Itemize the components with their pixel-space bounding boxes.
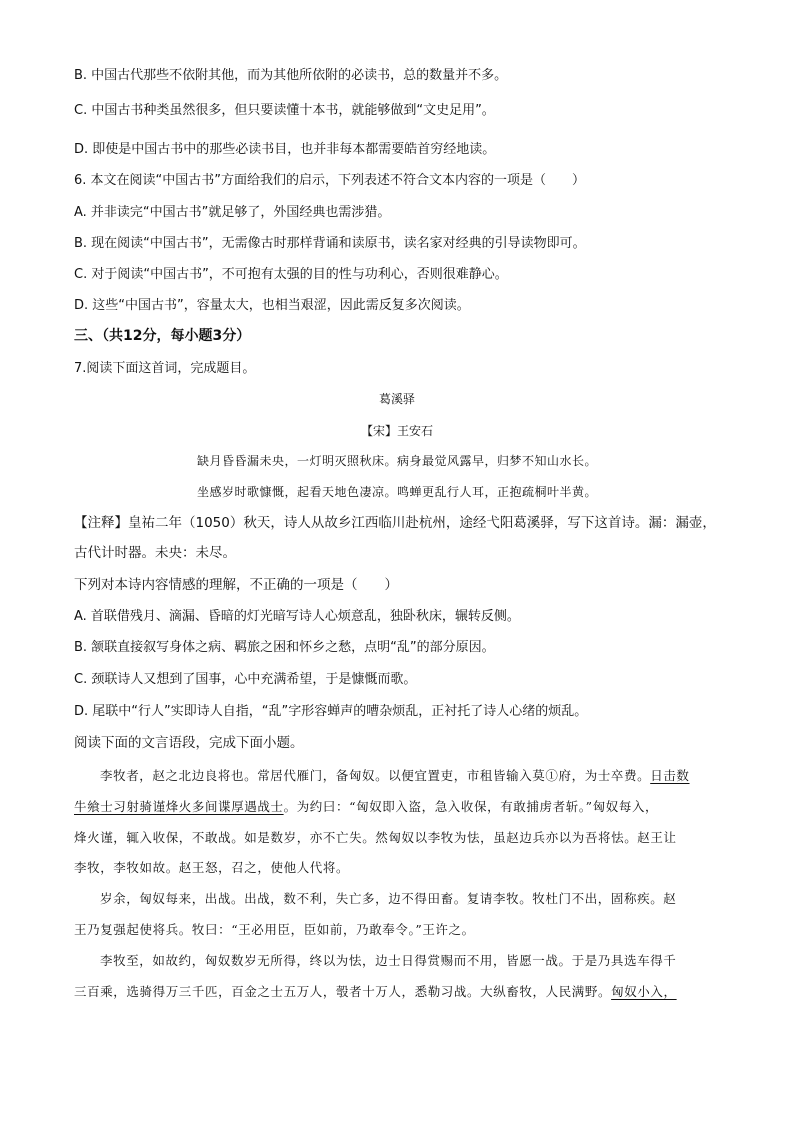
- q7-option-a: A. 首联借残月、滴漏、昏暗的灯光暗写诗人心烦意乱，独卧秋床，辗转反侧。: [74, 609, 520, 624]
- q6-stem: 6. 本文在阅读“中国古书”方面给我们的启示，下列表述不符合文本内容的一项是（ ）: [74, 173, 586, 188]
- q7-stem: 下列对本诗内容情感的理解，不正确的一项是（ ）: [74, 577, 398, 593]
- classical-text-line: 李牧，李牧如故。赵王怒，召之，使他人代将。: [74, 860, 350, 875]
- classical-text-line: [74, 797, 734, 817]
- q7-option-d: D. 尾联中“行人”实即诗人自指，“乱”字形容蝉声的嘈杂烦乱，正衬托了诗人心绪的烦乱。: [74, 704, 588, 719]
- classical-text: 。为约曰：“匈奴即入盗，急入收保，有敢捕虏者斩。”匈奴每入，: [283, 799, 659, 814]
- classical-text-line: 烽火谨，辄入收保，不敢战。如是数岁，亦不亡失。然匈奴以李牧为怯，虽赵边兵亦以为吾将怯。赵王让: [74, 830, 677, 845]
- underlined-sentence: 日击数: [650, 768, 690, 783]
- classical-text-line: [74, 982, 734, 1002]
- classical-text-line: 王乃复强起使将兵。牧曰：“王必用臣，臣如前，乃敢奉令。”王许之。: [74, 922, 475, 937]
- poem-note: 古代计时器。未央：未尽。: [74, 545, 236, 561]
- underlined-sentence: 匈奴小入，: [611, 984, 677, 999]
- classical-text-line: 岁余，匈奴每来，出战。出战，数不利，失亡多，边不得田畜。复请李牧。牧杜门不出，固称疾。赵: [100, 891, 677, 906]
- poem-note: 【注释】皇祐二年（1050）秋天，诗人从故乡江西临川赴杭州，途经弋阳葛溪驿，写下这首诗。漏：漏壶，: [74, 515, 716, 531]
- classical-text-line: [100, 766, 710, 786]
- q5-option-b: B. 中国古代那些不依附其他，而为其他所依附的必读书，总的数量并不多。: [74, 68, 508, 83]
- classical-text: 三百乘，选骑得万三千匹，百金之士五万人，彀者十万人，悉勒习战。大纵畜牧，人民满野。: [74, 984, 612, 999]
- q6-option-c: C. 对于阅读“中国古书”，不可抱有太强的目的性与功利心，否则很难静心。: [74, 267, 508, 282]
- q7-option-b: B. 颔联直接叙写身体之病、羁旅之困和怀乡之愁，点明“乱”的部分原因。: [74, 640, 495, 655]
- classical-text: 李牧者，赵之北边良将也。常居代雁门，备匈奴。以便宜置吏，市租皆输入莫①府，为士卒费。: [100, 768, 651, 783]
- poem-line: 坐感岁时歌慷慨，起看天地色凄凉。鸣蝉更乱行人耳，正抱疏桐叶半黄。: [196, 485, 597, 499]
- q7-intro: 7.阅读下面这首词，完成题目。: [74, 361, 256, 376]
- q7-option-c: C. 颈联诗人又想到了国事，心中充满希望，于是慷慨而歌。: [74, 672, 417, 687]
- underlined-sentence: 牛飨士习射骑谨烽火多间谍厚遇战士: [74, 799, 284, 814]
- poem-author: 【宋】王安石: [360, 424, 433, 438]
- q6-option-a: A. 并非读完“中国古书”就足够了，外国经典也需涉猎。: [74, 205, 391, 220]
- classical-intro: 阅读下面的文言语段，完成下面小题。: [74, 735, 304, 751]
- poem-line: 缺月昏昏漏未央，一灯明灭照秋床。病身最觉风露早，归梦不知山水长。: [196, 454, 597, 468]
- classical-text-line: 李牧至，如故约，匈奴数岁无所得，终以为怯，边士日得赏赐而不用，皆愿一战。于是乃具选车得千: [100, 953, 677, 968]
- q6-option-d: D. 这些“中国古书”，容量太大，也相当艰涩，因此需反复多次阅读。: [74, 298, 470, 313]
- poem-title: 葛溪驿: [378, 392, 415, 406]
- q5-option-c: C. 中国古书种类虽然很多，但只要读懂十本书，就能够做到“文史足用”。: [74, 103, 495, 118]
- q5-option-d: D. 即使是中国古书中的那些必读书目，也并非每本都需要皓首穷经地读。: [74, 142, 496, 157]
- section-heading: 三、（共12分，每小题3分）: [74, 328, 251, 344]
- q6-option-b: B. 现在阅读“中国古书”，无需像古时那样背诵和读原书，读名家对经典的引导读物即可。: [74, 236, 586, 251]
